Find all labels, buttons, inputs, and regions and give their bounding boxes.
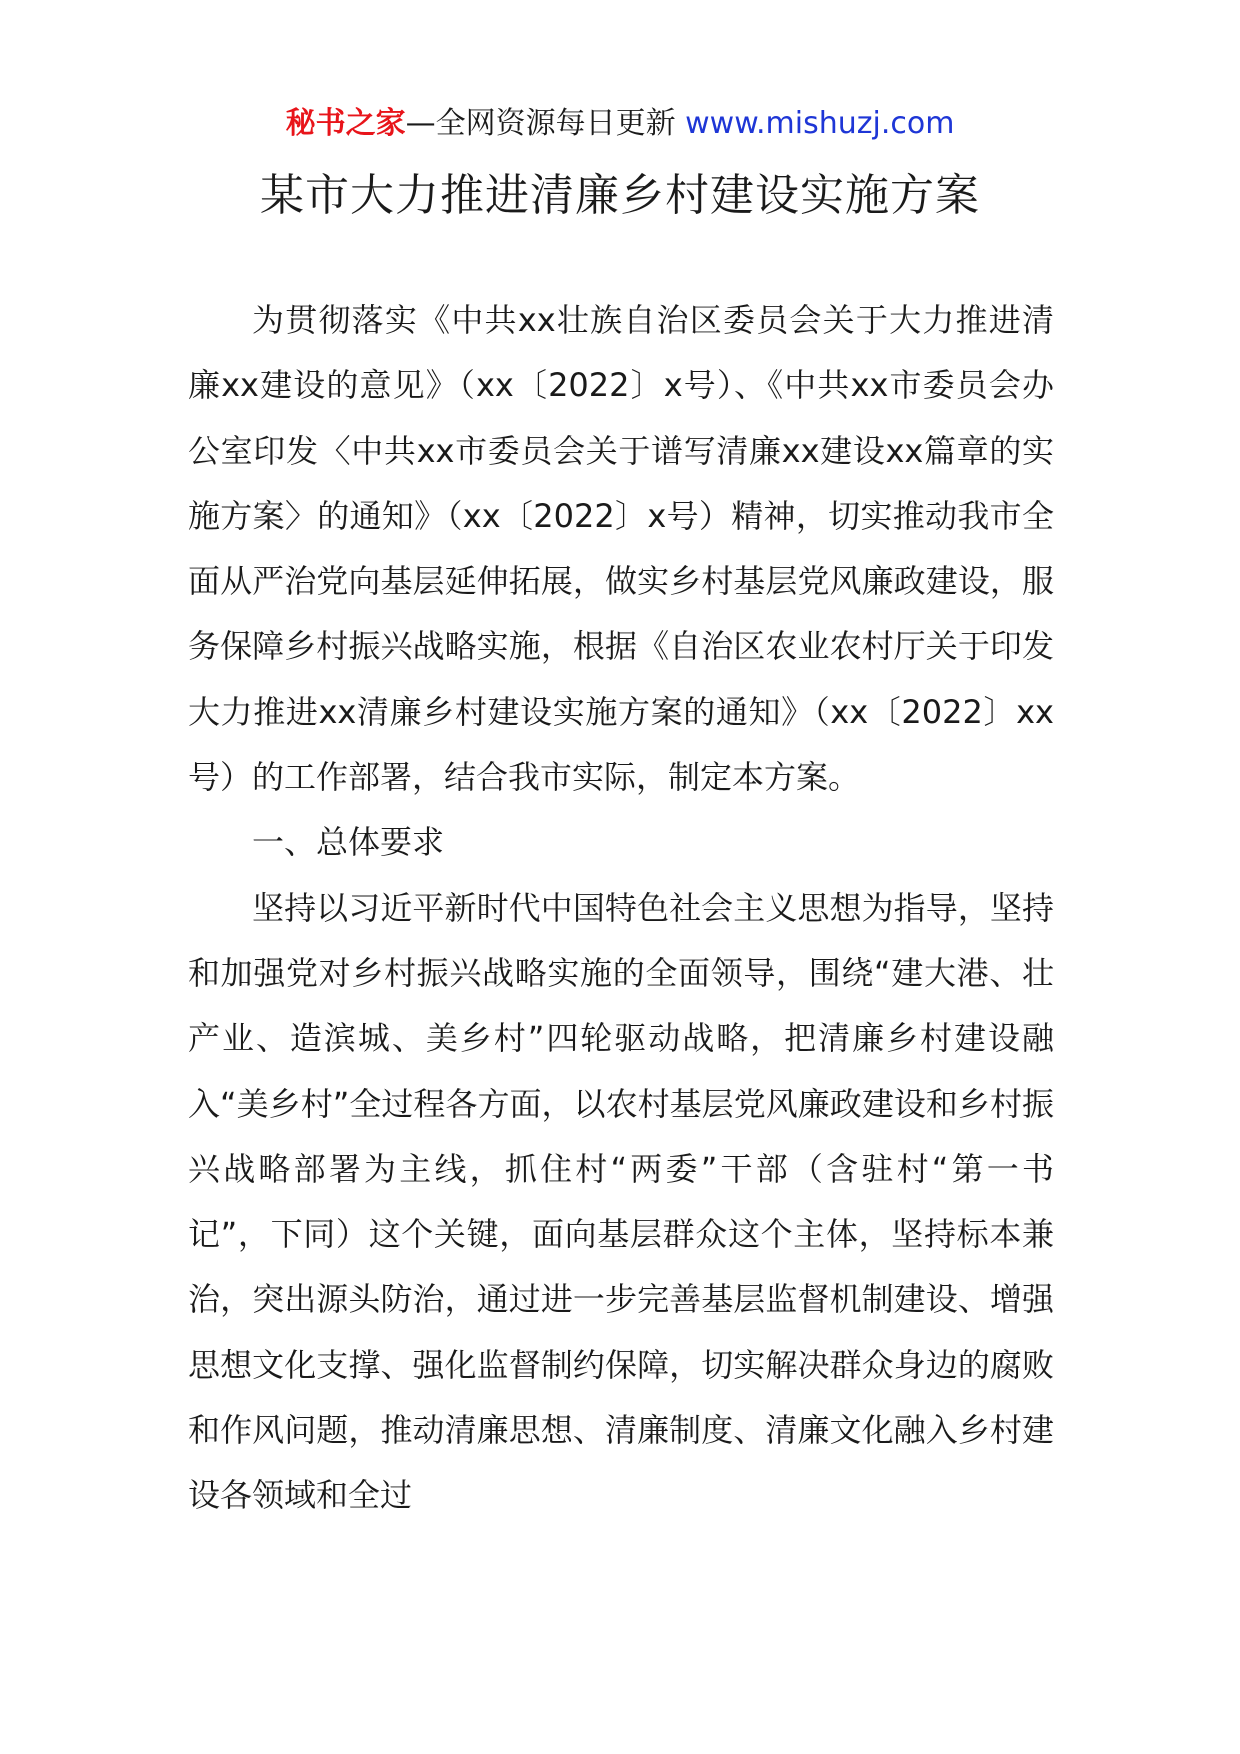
requirements-paragraph: 坚持以习近平新时代中国特色社会主义思想为指导，坚持和加强党对乡村振兴战略实施的全面领导，围绕“建大港、壮产业、造滨城、美乡村”四轮驱动战略，把清廉乡村建设融入“美乡村”全过程各方面，以农村基层党风廉政建设和乡村振兴战略部署为主线，抓住村“两委”干部（含驻村“第一书记”，下同）这个关键，面向基层群众这个主体，坚持标本兼治，突出源头防治，通过进一步完善基层监督机制建设、增强思想文化支撑、强化监督制约保障，切实解决群众身边的腐败和作风问题，推动清廉思想、清廉制度、清廉文化融入乡村建设各领域和全过 <box>188 888 1054 1515</box>
document-title: 某市大力推进清廉乡村建设实施方案 <box>260 170 980 221</box>
header-tagline: —全网资源每日更新 <box>405 106 676 141</box>
document-body <box>188 288 1054 1529</box>
site-header <box>0 104 1240 144</box>
intro-paragraph: 为贯彻落实《中共xx壮族自治区委员会关于大力推进清廉xx建设的意见》（xx〔2022〕x号）、《中共xx市委员会办公室印发〈中共xx市委员会关于谱写清廉xx建设xx篇章的实施方案〉的通知》（xx〔2022〕x号）精神，切实推动我市全面从严治党向基层延伸拓展，做实乡村基层党风廉政建设，服务保障乡村振兴战略实施，根据《自治区农业农村厅关于印发大力推进xx清廉乡村建设实施方案的通知》（xx〔2022〕xx号）的工作部署，结合我市实际，制定本方案。 <box>188 301 1054 797</box>
brand-name: 秘书之家 <box>285 106 406 141</box>
section-heading: 一、总体要求 <box>252 823 445 862</box>
site-link[interactable]: www.mishuzj.com <box>685 106 955 141</box>
